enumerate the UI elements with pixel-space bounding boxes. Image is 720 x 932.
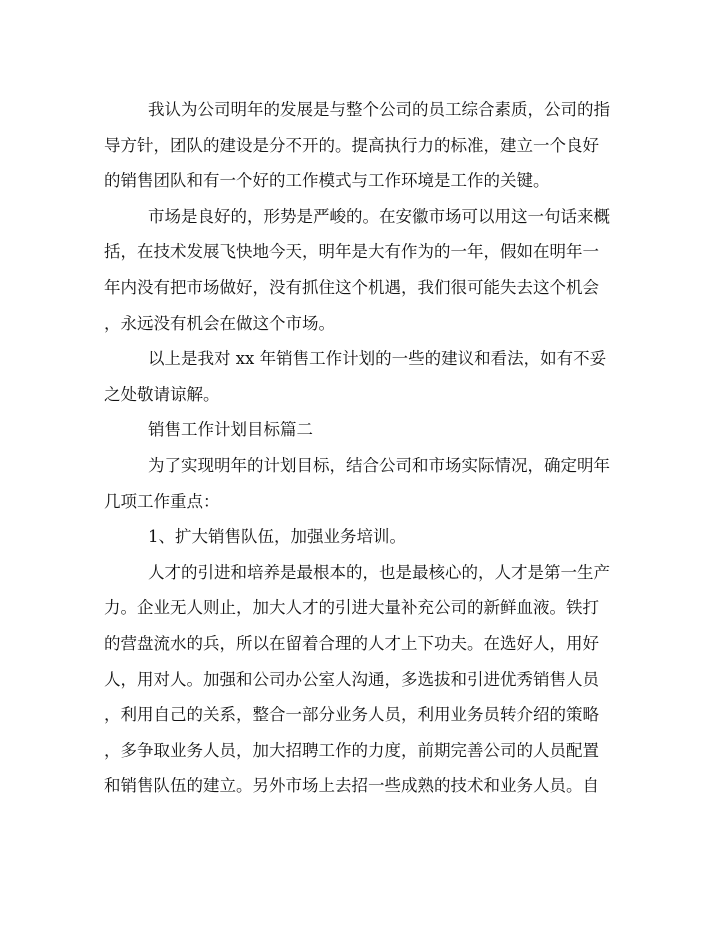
paragraph-closing-remarks [104,341,624,412]
text-line: ，永远没有机会在做这个市场。 [104,313,335,333]
text-line: 的营盘流水的兵，所以在留着合理的人才上下功夫。在选好人，用好 [104,633,599,653]
text-line: 力。企业无人则止，加大人才的引进大量补充公司的新鲜血液。铁打 [104,598,599,618]
text-line: 我认为公司明年的发展是与整个公司的员工综合素质，公司的指 [148,100,610,119]
text-line: 人才的引进和培养是最根本的，也是最核心的，人才是第一生产 [148,562,610,582]
text-line: 市场是良好的，形势是严峻的。在安徽市场可以用这一句话来概 [148,206,610,226]
text-line: ，多争取业务人员，加大招聘工作的力度，前期完善公司的人员配置 [104,740,599,760]
text-line: 人，用对人。加强和公司办公室人沟通，多选拔和引进优秀销售人员 [104,669,599,689]
text-line: 为了实现明年的计划目标，结合公司和市场实际情况，确定明年 [148,455,610,475]
text-line: 几项工作重点： [104,491,220,511]
text-line: 以上是我对 xx 年销售工作计划的一些的建议和看法，如有不妥 [148,349,607,369]
document-body [104,92,624,804]
text-line: ，利用自己的关系，整合一部分业务人员，利用业务员转介绍的策略 [104,705,599,725]
text-line: 之处敬请谅解。 [104,384,220,404]
list-item-heading [104,519,624,555]
numbered-item-title: 1、扩大销售队伍，加强业务培训。 [148,527,406,547]
text-line: 括，在技术发展飞快地今天，明年是大有作为的一年，假如在明年一 [104,242,599,262]
text-line: 的销售团队和有一个好的工作模式与工作环境是工作的关键。 [104,171,550,191]
paragraph-work-focus-intro [104,448,624,519]
text-line: 年内没有把市场做好，没有抓住这个机遇，我们很可能失去这个机会 [104,277,599,297]
paragraph-company-development [104,92,624,199]
paragraph-talent [104,555,624,804]
section-heading [104,412,624,448]
text-line: 导方针，团队的建设是分不开的。提高执行力的标准，建立一个良好 [104,135,599,155]
paragraph-market-situation [104,199,624,341]
section-title: 销售工作计划目标篇二 [148,420,313,440]
text-line: 和销售队伍的建立。另外市场上去招一些成熟的技术和业务人员。自 [104,776,599,796]
